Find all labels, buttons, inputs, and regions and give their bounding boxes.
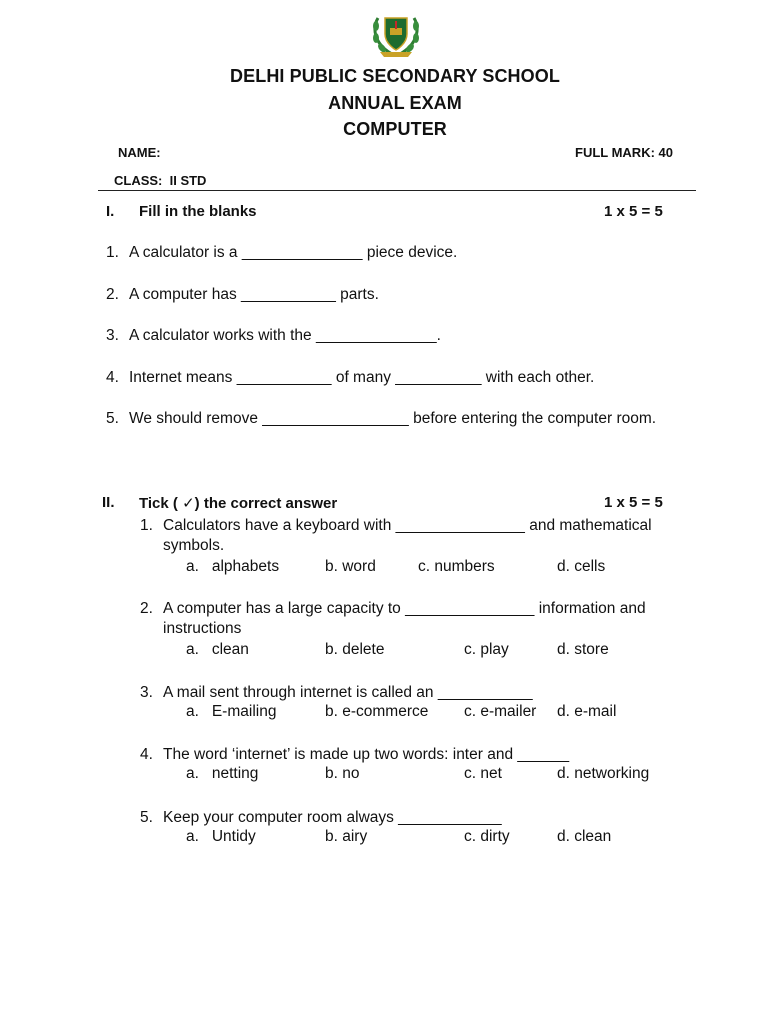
question-number: 5. [140,809,153,826]
question-text: A mail sent through internet is called an ___________ [163,684,533,701]
option-a: a. E-mailing [186,703,277,720]
question-number: 3. [140,684,153,701]
question-text: A computer has ___________ parts. [129,286,379,303]
question-text: A computer has a large capacity to _______________ information and [163,600,646,617]
question-text-continued: instructions [163,620,242,637]
fill-question [106,286,379,304]
section-1-numeral: I. [106,203,115,220]
mcq-question [140,515,652,536]
mcq-question [140,598,646,619]
question-number: 1. [106,244,119,261]
question-text: A calculator is a ______________ piece device. [129,244,458,261]
option-d: d. cells [557,558,606,575]
question-text: The word ‘internet’ is made up two words: inter and ______ [163,746,570,763]
option-c: c. play [464,641,509,658]
title-prefix: Tick ( [139,495,178,512]
mcq-question [140,682,533,703]
question-text: We should remove _________________ before entering the computer room. [129,410,657,427]
question-text: A calculator works with the ______________. [129,327,441,344]
question-text: Internet means ___________ of many __________ with each other. [129,369,595,386]
option-d: d. store [557,641,609,658]
option-c: c. dirty [464,828,510,845]
question-number: 3. [106,327,119,344]
option-d: d. clean [557,828,612,845]
fill-question [106,244,457,262]
section-1-title: Fill in the blanks [139,203,257,220]
question-text-continued: symbols. [163,537,225,554]
question-number: 4. [140,746,153,763]
question-number: 2. [106,286,119,303]
question-number: 5. [106,410,119,427]
option-b: b. delete [325,641,385,658]
tick-icon: ✓ [182,495,195,512]
option-d: d. e-mail [557,703,617,720]
section-2-numeral: II. [102,494,115,511]
fill-question [106,410,656,428]
fill-question [106,327,441,345]
question-text: Calculators have a keyboard with _______________ and mathematical [163,517,652,534]
header-divider [98,190,696,191]
option-b: b. no [325,765,360,782]
question-number: 1. [140,517,153,534]
option-a: a. alphabets [186,558,280,575]
title-suffix: ) the correct answer [194,495,338,512]
exam-title: ANNUAL EXAM [328,93,462,113]
option-c: c. e-mailer [464,703,537,720]
section-2-marks: 1 x 5 = 5 [604,494,663,511]
name-label: NAME: [118,145,161,160]
option-b: b. airy [325,828,368,845]
option-d: d. networking [557,765,650,782]
section-2-title [139,494,337,512]
option-a: a. Untidy [186,828,256,845]
fill-question [106,369,594,387]
class-label: CLASS: II STD [114,173,207,188]
question-number: 2. [140,600,153,617]
mcq-question [140,744,569,765]
subject-title: COMPUTER [343,119,447,139]
option-a: a. netting [186,765,259,782]
mcq-question [140,807,502,828]
option-b: b. word [325,558,376,575]
option-c: c. numbers [418,558,495,575]
school-crest-icon [368,12,424,58]
full-mark-label: FULL MARK: 40 [575,145,673,160]
option-b: b. e-commerce [325,703,429,720]
section-1-marks: 1 x 5 = 5 [604,203,663,220]
school-name: DELHI PUBLIC SECONDARY SCHOOL [230,66,560,86]
question-number: 4. [106,369,119,386]
option-c: c. net [464,765,502,782]
question-text: Keep your computer room always ____________ [163,809,502,826]
option-a: a. clean [186,641,249,658]
